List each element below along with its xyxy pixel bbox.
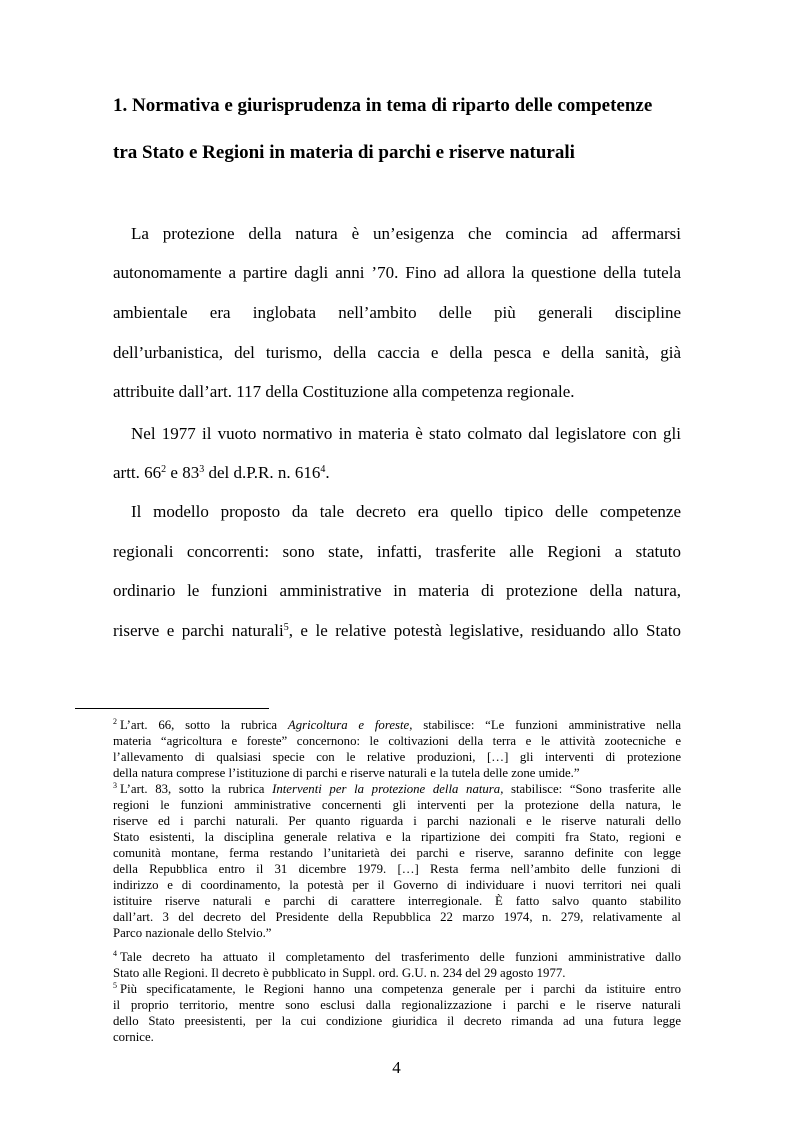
footnote-3-line-4: Stato esistenti, la disciplina generale relativa e la ripartizione dei compiti fra Stato, regioni e xyxy=(113,830,681,844)
footnote-3-number: 3 xyxy=(113,781,117,790)
section-heading-line-2: tra Stato e Regioni in materia di parchi e riserve naturali xyxy=(113,142,575,163)
footnote-ref-3[interactable]: 3 xyxy=(199,464,205,475)
footnote-4-line-1: $^4$ Tale decreto ha attuato il completamento del trasferimento delle funzioni amministrative dallo xyxy=(113,949,681,964)
section-heading-line-1: 1. Normativa e giurisprudenza in tema di riparto delle competenze xyxy=(113,95,653,116)
footnote-3-line-7: indirizzo e di coordinamento, la potestà per il Governo di individuare i nuovi territori nei quali xyxy=(113,878,681,892)
paragraph-1-line-4: dell’urbanistica, del turismo, della caccia e della pesca e della sanità, già xyxy=(113,343,681,362)
paragraph-2-line-1: Nel 1977 il vuoto normativo in materia è stato colmato dal legislatore con gli xyxy=(131,424,681,443)
footnote-ref-5[interactable]: 5 xyxy=(283,622,289,633)
footnote-2-line-1: $^2$ L’art. 66, sotto la rubrica Agricoltura e foreste, stabilisce: “Le funzioni amministrative nella xyxy=(113,717,682,732)
paragraph-1-line-3: ambientale era inglobata nell’ambito delle più generali discipline xyxy=(113,303,681,322)
paragraph-2-line-2: artt. $66^2$ e $83^3$ del d.P.R. n. $616^4$. xyxy=(113,463,330,482)
paragraph-1-line-1: La protezione della natura è un’esigenza che comincia ad affermarsi xyxy=(131,224,681,243)
footnote-2-line-2: materia “agricoltura e foreste” concernono: le coltivazioni della terra e le attività zootecniche e xyxy=(113,734,681,748)
footnote-3-line-3: riserve ed i parchi naturali. Per quanto riguarda i parchi nazionali e le riserve naturali dello xyxy=(113,814,681,828)
paragraph-3-line-3: ordinario le funzioni amministrative in materia di protezione della natura, xyxy=(113,581,681,600)
footnote-ref-4[interactable]: 4 xyxy=(320,464,326,475)
footnote-2-number: 2 xyxy=(113,717,117,726)
footnote-3-line-5: comunità montane, ferma restando l’unitarietà dei parchi e riserve, saranno definite con legge xyxy=(113,846,681,860)
footnote-4-line-2: Stato alle Regioni. Il decreto è pubblicato in Suppl. ord. G.U. n. 234 del 29 agosto 1977. xyxy=(113,966,566,980)
paragraph-3-line-2: regionali concorrenti: sono state, infatti, trasferite alle Regioni a statuto xyxy=(113,542,681,561)
footnote-5-line-1: $^5$ Più specificatamente, le Regioni hanno una competenza generale per i parchi da istituire entro xyxy=(113,981,681,996)
footnote-3-line-6: della Repubblica entro il 31 dicembre 1979. […] Resta ferma nell’ambito delle funzioni di xyxy=(113,862,681,876)
footnote-2-line-4: della natura comprese l’istituzione di parchi e riserve naturali e la tutela delle zone umide.” xyxy=(113,766,580,780)
footnote-5-line-4: cornice. xyxy=(113,1030,154,1044)
footnote-3-line-8: istituire riserve naturali e parchi di carattere interregionale. È fatto salvo quanto stabilito xyxy=(113,894,681,908)
footnote-5-number: 5 xyxy=(113,981,117,990)
paragraph-1-line-2: autonomamente a partire dagli anni ’70. Fino ad allora la questione della tutela xyxy=(113,263,681,282)
paragraph-3-line-1: Il modello proposto da tale decreto era quello tipico delle competenze xyxy=(131,502,681,521)
paragraph-1-line-5: attribuite dall’art. 117 della Costituzione alla competenza regionale. xyxy=(113,382,575,401)
footnote-3-line-1: $^3$ L’art. 83, sotto la rubrica Interventi per la protezione della natura, stabilisce: “Sono trasferite alle xyxy=(113,781,681,796)
footnote-3-line-9: dall’art. 3 del decreto del Presidente della Repubblica 22 marzo 1974, n. 279, relativamente al xyxy=(113,910,681,924)
paragraph-3-line-4: riserve e parchi naturali$^5$, e le relative potestà legislative, residuando allo Stato xyxy=(113,621,681,640)
footnote-2-line-3: l’allevamento di qualsiasi specie con le relative produzioni, […] gli interventi di protezione xyxy=(113,750,681,764)
footnote-5-line-3: dello Stato preesistenti, per la cui condizione giuridica il decreto rimanda ad una futura legge xyxy=(113,1014,681,1028)
footnote-3-line-2: regioni le funzioni amministrative concernenti gli interventi per la protezione della natura, le xyxy=(113,798,681,812)
page-number: 4 xyxy=(392,1058,401,1077)
footnote-separator xyxy=(75,708,269,709)
footnote-ref-2[interactable]: 2 xyxy=(161,464,167,475)
footnote-5-line-2: il proprio territorio, mentre sono esclusi dalla regionalizzazione i parchi e le riserve naturali xyxy=(113,998,681,1012)
footnote-3-line-10: Parco nazionale dello Stelvio.” xyxy=(113,926,272,940)
footnote-4-number: 4 xyxy=(113,949,117,958)
